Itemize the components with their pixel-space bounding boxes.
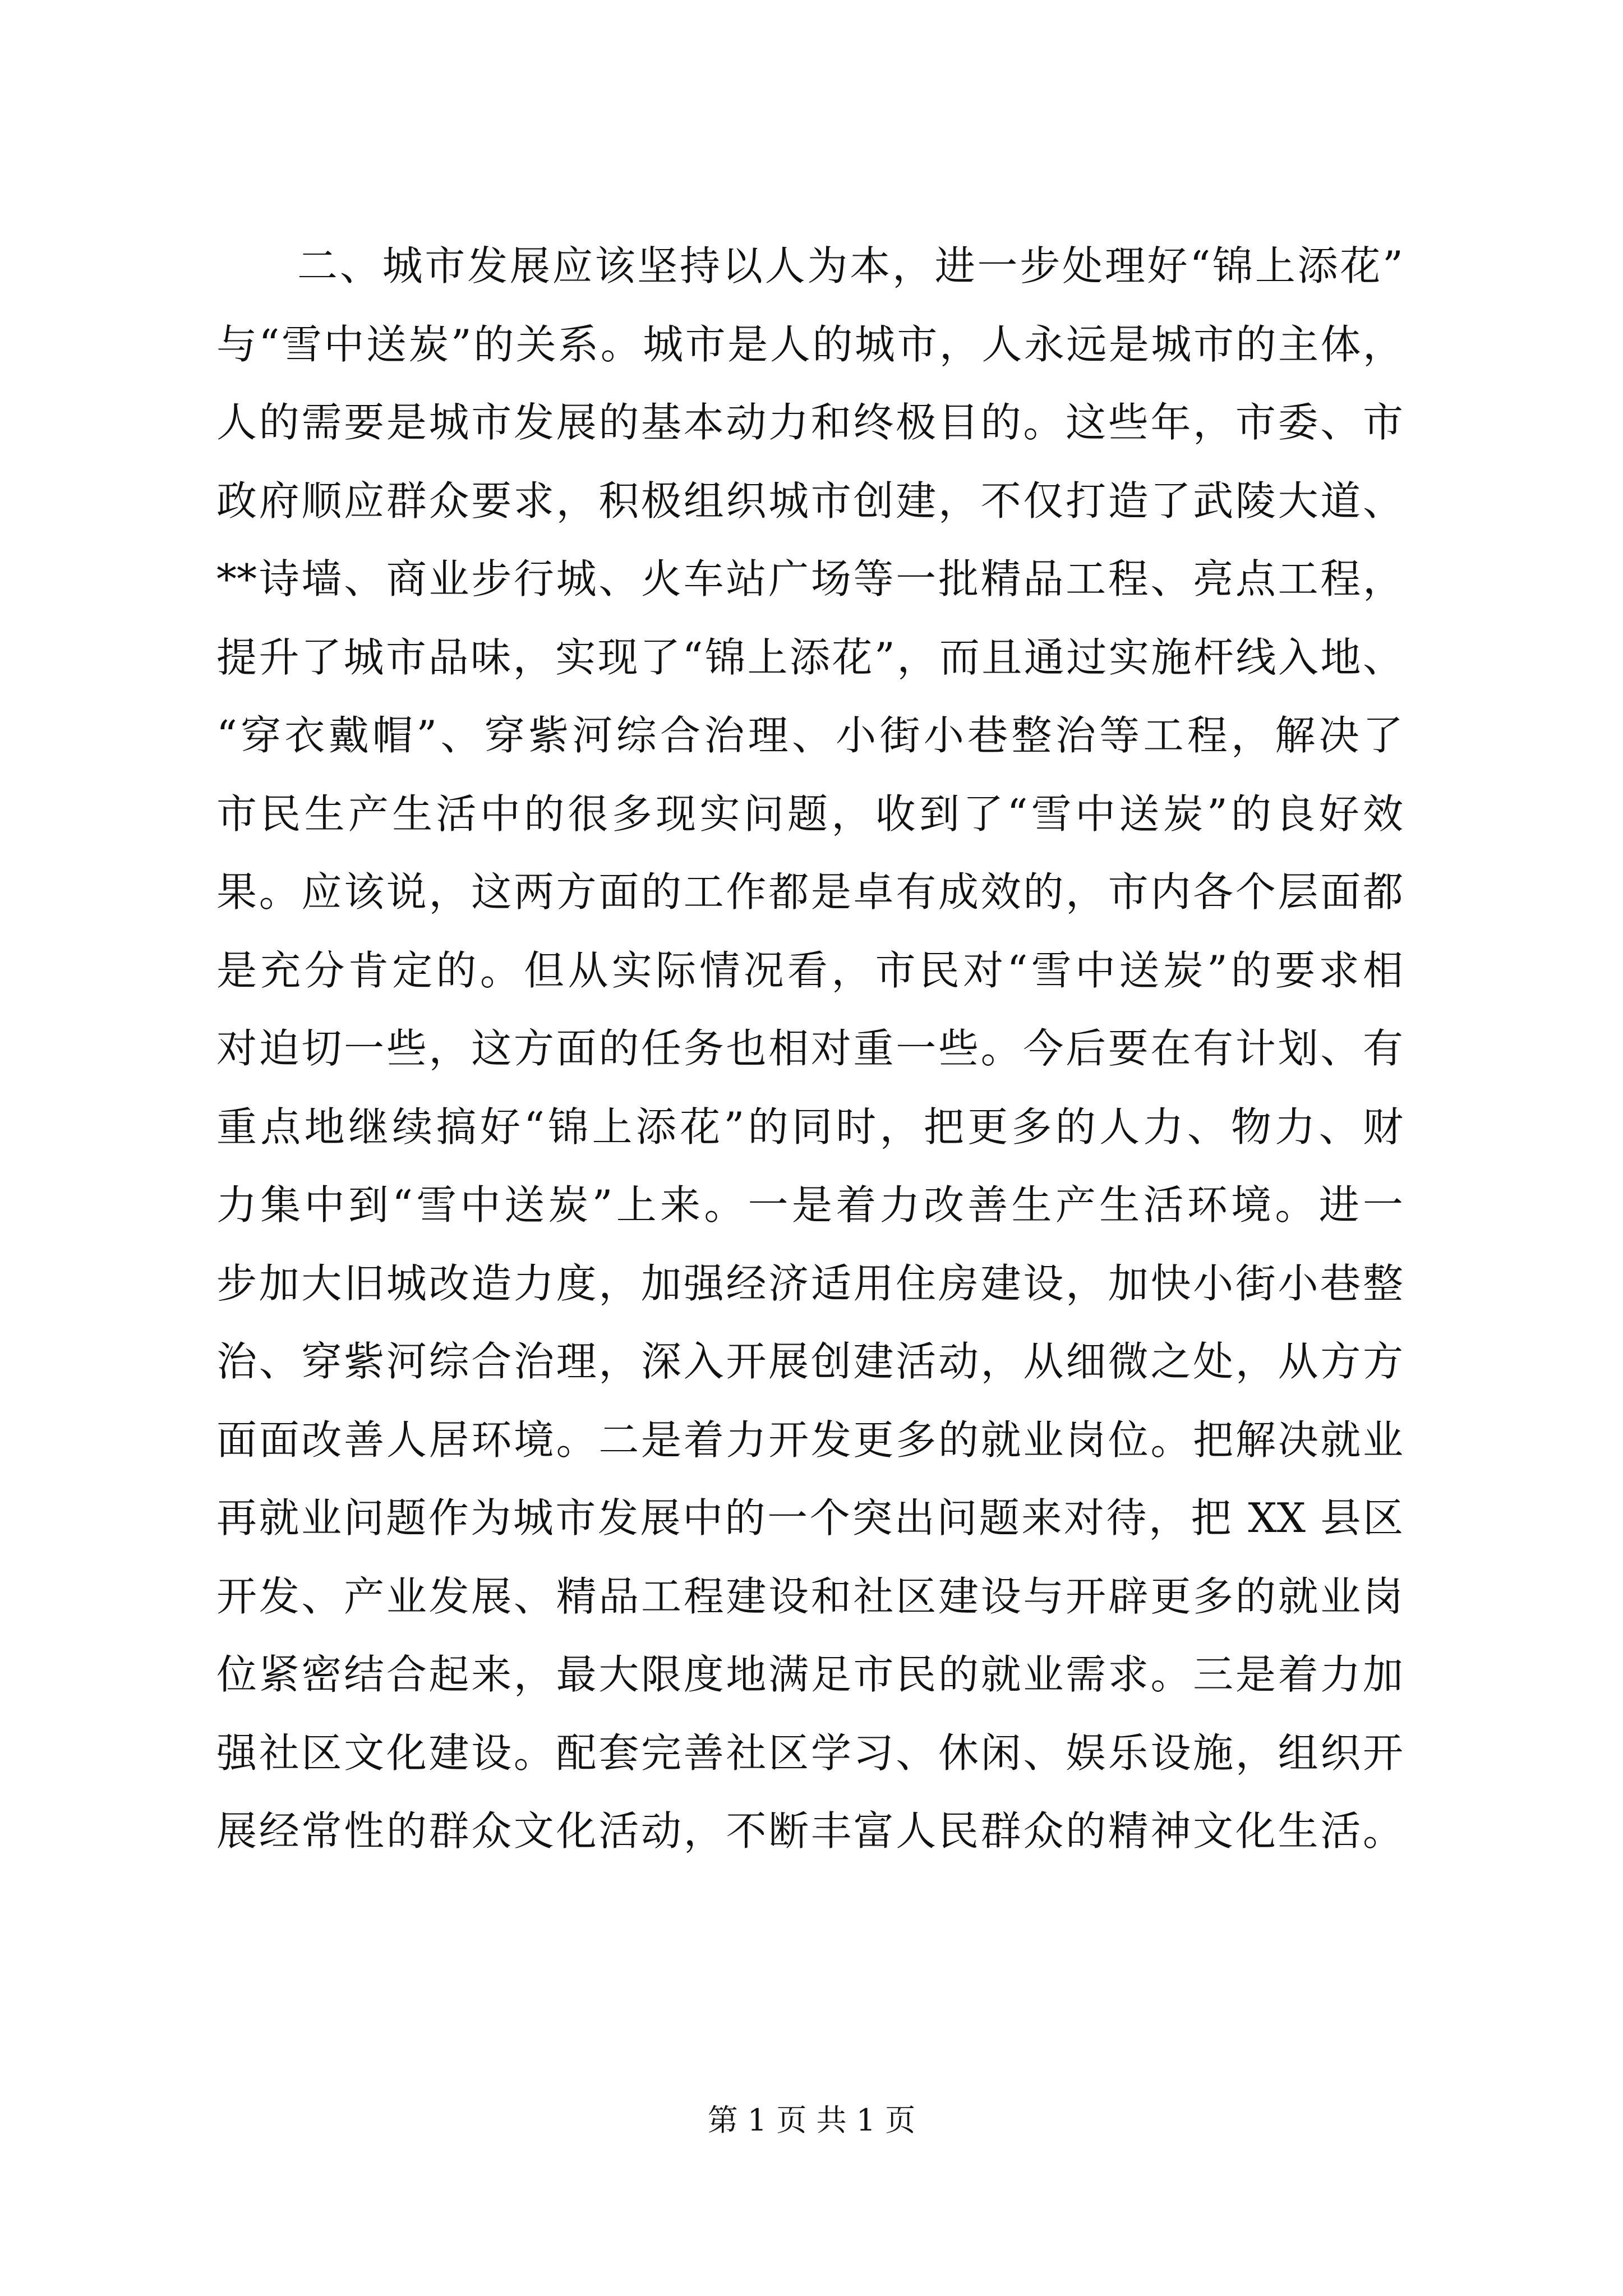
paragraph-line: 果。应该说，这两方面的工作都是卓有成效的，市内各个层面都 — [216, 868, 1403, 915]
paragraph-line: 二、城市发展应该坚持以人为本，进一步处理好“锦上添花” — [297, 242, 1403, 289]
paragraph-line: 强社区文化建设。配套完善社区学习、休闲、娱乐设施，组织开 — [216, 1729, 1403, 1777]
paragraph-line: 展经常性的群众文化活动，不断丰富人民群众的精神文化生活。 — [216, 1807, 1403, 1855]
page-number-footer: 第 1 页 共 1 页 — [707, 2102, 916, 2138]
paragraph-line: 与“雪中送炭”的关系。城市是人的城市，人永远是城市的主体， — [216, 320, 1403, 368]
paragraph-line: 重点地继续搞好“锦上添花”的同时，把更多的人力、物力、财 — [216, 1103, 1403, 1151]
paragraph-line: 市民生产生活中的很多现实问题，收到了“雪中送炭”的良好效 — [216, 790, 1403, 838]
paragraph-line: 步加大旧城改造力度，加强经济适用住房建设，加快小街小巷整 — [216, 1259, 1403, 1307]
paragraph-line: 位紧密结合起来，最大限度地满足市民的就业需求。三是着力加 — [216, 1651, 1403, 1698]
paragraph-line: 是充分肯定的。但从实际情况看，市民对“雪中送炭”的要求相 — [216, 946, 1403, 994]
paragraph-line: 力集中到“雪中送炭”上来。一是着力改善生产生活环境。进一 — [216, 1181, 1403, 1228]
paragraph-line: 政府顺应群众要求，积极组织城市创建，不仅打造了武陵大道、 — [216, 477, 1403, 524]
paragraph-line: 开发、产业发展、精品工程建设和社区建设与开辟更多的就业岗 — [216, 1572, 1403, 1620]
paragraph-line: 治、穿紫河综合治理，深入开展创建活动，从细微之处，从方方 — [216, 1338, 1403, 1385]
paragraph-line: 人的需要是城市发展的基本动力和终极目的。这些年，市委、市 — [216, 399, 1403, 446]
paragraph-line: **诗墙、商业步行城、火车站广场等一批精品工程、亮点工程， — [216, 555, 1403, 602]
paragraph-line: “穿衣戴帽”、穿紫河综合治理、小街小巷整治等工程，解决了 — [216, 712, 1403, 759]
paragraph-line: 再就业问题作为城市发展中的一个突出问题来对待，把 XX 县区 — [216, 1494, 1403, 1542]
body-paragraph — [216, 227, 1403, 1871]
paragraph-line: 对迫切一些，这方面的任务也相对重一些。今后要在有计划、有 — [216, 1025, 1403, 1072]
paragraph-line: 面面改善人居环境。二是着力开发更多的就业岗位。把解决就业 — [216, 1416, 1403, 1464]
paragraph-line: 提升了城市品味，实现了“锦上添花”，而且通过实施杆线入地、 — [216, 633, 1403, 681]
